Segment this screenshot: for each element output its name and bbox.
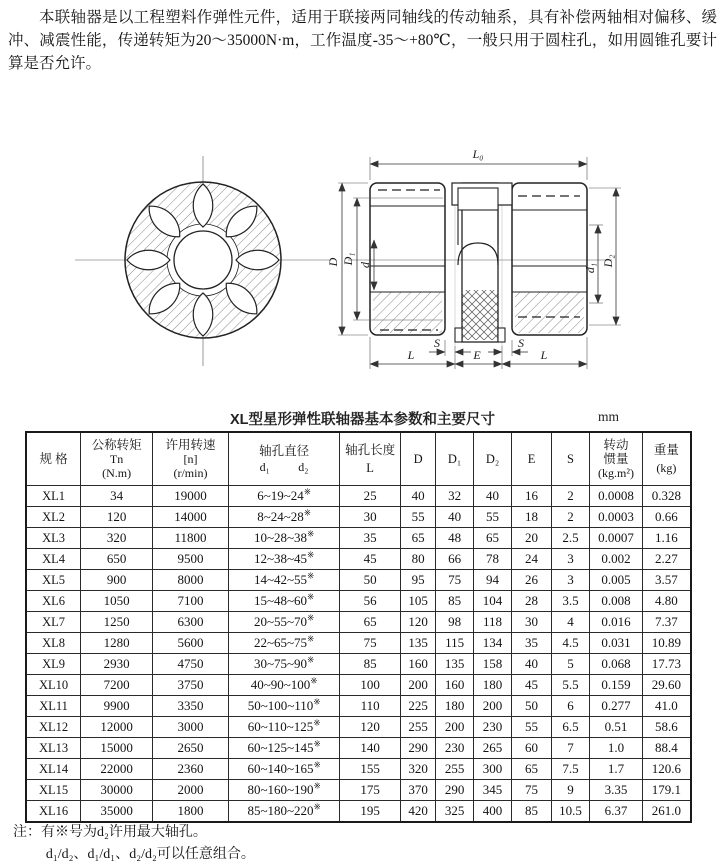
bore-max-mark: ※: [307, 570, 315, 581]
dim-label-S-left: S: [434, 336, 440, 350]
table-row: [26, 801, 691, 823]
table-cell: 104: [473, 591, 511, 612]
table-cell: 75: [512, 780, 551, 801]
table-cell: 120: [81, 507, 153, 528]
table-cell: XL15: [26, 780, 81, 801]
table-cell: 3000: [153, 717, 229, 738]
table-cell: 120: [340, 717, 401, 738]
dim-label-d1: d₁: [583, 262, 597, 274]
col-speed: [153, 432, 229, 486]
spec-table-header: [26, 432, 691, 486]
bore-max-mark: ※: [307, 633, 315, 644]
table-cell: 10~28~38※: [228, 528, 339, 549]
col-length: [340, 432, 401, 486]
spec-table-body: [26, 486, 691, 823]
table-cell: XL10: [26, 675, 81, 696]
table-cell: 40: [512, 654, 551, 675]
dim-label-L0: L₀: [472, 147, 484, 161]
table-cell: XL8: [26, 633, 81, 654]
table-cell: 6300: [153, 612, 229, 633]
table-cell: 18: [512, 507, 551, 528]
table-cell: 85: [436, 591, 473, 612]
front-view: [75, 156, 331, 366]
note-line-2: d₁/d₂、d₁/d₁、d₂/d₂可以任意组合。: [45, 846, 255, 862]
col-torque: [81, 432, 153, 486]
table-cell: 50~100~110※: [228, 696, 339, 717]
col-bore: [228, 432, 339, 486]
dim-label-d: d: [358, 262, 372, 268]
table-cell: 255: [436, 759, 473, 780]
col-torque-label: 公称转矩: [91, 438, 142, 452]
col-inertia-label2: 惯量: [603, 452, 629, 466]
table-cell: XL6: [26, 591, 81, 612]
col-D1-label: D₁: [447, 452, 462, 466]
table-cell: 2000: [153, 780, 229, 801]
table-cell: 22000: [81, 759, 153, 780]
table-cell: 320: [81, 528, 153, 549]
table-cell: 56: [340, 591, 401, 612]
dim-label-L-right: L: [540, 348, 548, 362]
table-cell: 0.031: [590, 633, 643, 654]
table-row: [26, 717, 691, 738]
table-cell: 35000: [81, 801, 153, 823]
table-cell: 80~160~190※: [228, 780, 339, 801]
table-cell: 55: [473, 507, 511, 528]
bore-max-mark: ※: [313, 759, 321, 770]
table-cell: 1800: [153, 801, 229, 823]
col-torque-unit: (N.m): [102, 466, 132, 480]
col-D1: [436, 432, 473, 486]
table-cell: 55: [400, 507, 435, 528]
note-line-1: 注：有※号为d₂许用最大轴孔。: [13, 825, 207, 840]
table-cell: 14~42~55※: [228, 570, 339, 591]
table-cell: 155: [340, 759, 401, 780]
table-cell: XL13: [26, 738, 81, 759]
table-row: [26, 612, 691, 633]
table-cell: 9500: [153, 549, 229, 570]
table-row: [26, 486, 691, 507]
table-cell: 30~75~90※: [228, 654, 339, 675]
table-cell: 65: [400, 528, 435, 549]
col-inertia-unit: (kg.m²): [598, 466, 634, 480]
table-cell: 80: [400, 549, 435, 570]
table-cell: 85: [512, 801, 551, 823]
table-cell: 50: [340, 570, 401, 591]
table-cell: 0.0008: [590, 486, 643, 507]
col-S-label: S: [567, 452, 574, 466]
table-cell: 0.068: [590, 654, 643, 675]
table-cell: 225: [400, 696, 435, 717]
col-D2: [473, 432, 511, 486]
table-cell: 65: [512, 759, 551, 780]
section-view: [348, 183, 612, 346]
table-cell: 345: [473, 780, 511, 801]
table-cell: 32: [436, 486, 473, 507]
table-cell: 98: [436, 612, 473, 633]
table-cell: 4.5: [551, 633, 589, 654]
bore-max-mark: ※: [307, 654, 315, 665]
table-cell: 290: [436, 780, 473, 801]
col-weight-unit: (kg): [656, 461, 677, 475]
table-cell: 30: [340, 507, 401, 528]
table-cell: 24: [512, 549, 551, 570]
table-row: [26, 549, 691, 570]
table-cell: 55: [512, 717, 551, 738]
col-bore-d2: d₂: [298, 460, 309, 474]
table-row: [26, 738, 691, 759]
table-cell: 0.002: [590, 549, 643, 570]
table-cell: 29.60: [642, 675, 691, 696]
bore-max-mark: ※: [313, 801, 321, 812]
table-cell: 8~24~28※: [228, 507, 339, 528]
table-cell: 60~140~165※: [228, 759, 339, 780]
table-cell: 300: [473, 759, 511, 780]
table-cell: 45: [340, 549, 401, 570]
table-cell: 230: [436, 738, 473, 759]
table-cell: 4: [551, 612, 589, 633]
table-cell: XL1: [26, 486, 81, 507]
table-row: [26, 759, 691, 780]
table-cell: 48: [436, 528, 473, 549]
table-cell: 40: [473, 486, 511, 507]
table-cell: XL12: [26, 717, 81, 738]
table-cell: 75: [340, 633, 401, 654]
table-cell: 75: [436, 570, 473, 591]
table-cell: 50: [512, 696, 551, 717]
table-cell: 2.5: [551, 528, 589, 549]
table-cell: 110: [340, 696, 401, 717]
table-cell: XL9: [26, 654, 81, 675]
table-cell: 900: [81, 570, 153, 591]
table-cell: 9: [551, 780, 589, 801]
table-cell: 2930: [81, 654, 153, 675]
table-cell: 4.80: [642, 591, 691, 612]
table-cell: 60: [512, 738, 551, 759]
table-cell: 2: [551, 486, 589, 507]
table-cell: 65: [340, 612, 401, 633]
table-cell: 420: [400, 801, 435, 823]
bore-circle: [174, 231, 232, 289]
bore-max-mark: ※: [307, 591, 315, 602]
table-cell: 370: [400, 780, 435, 801]
table-cell: 265: [473, 738, 511, 759]
col-length-symbol: L: [366, 461, 374, 475]
table-cell: 28: [512, 591, 551, 612]
table-cell: 7200: [81, 675, 153, 696]
col-weight: [642, 432, 691, 486]
table-cell: 17.73: [642, 654, 691, 675]
table-cell: 8000: [153, 570, 229, 591]
col-bore-label: 轴孔直径: [259, 444, 310, 458]
table-row: [26, 696, 691, 717]
table-cell: 160: [400, 654, 435, 675]
col-D: [400, 432, 435, 486]
table-cell: 30000: [81, 780, 153, 801]
table-cell: 2650: [153, 738, 229, 759]
table-cell: XL4: [26, 549, 81, 570]
table-cell: 20: [512, 528, 551, 549]
spec-table: [25, 431, 692, 823]
table-cell: 1250: [81, 612, 153, 633]
table-cell: 179.1: [642, 780, 691, 801]
col-D-label: D: [413, 452, 423, 466]
col-spec-label: 规 格: [39, 452, 68, 466]
table-cell: 200: [400, 675, 435, 696]
col-speed-label: 许用转速: [165, 438, 216, 452]
col-weight-label: 重量: [653, 443, 679, 457]
table-cell: 7.37: [642, 612, 691, 633]
table-cell: 7: [551, 738, 589, 759]
table-cell: 400: [473, 801, 511, 823]
table-cell: 7100: [153, 591, 229, 612]
table-cell: 180: [436, 696, 473, 717]
table-cell: 135: [436, 654, 473, 675]
table-cell: 40: [436, 507, 473, 528]
bore-max-mark: ※: [303, 507, 311, 518]
table-cell: 85~180~220※: [228, 801, 339, 823]
bore-max-mark: ※: [310, 675, 318, 686]
table-cell: 3.35: [590, 780, 643, 801]
table-cell: 1280: [81, 633, 153, 654]
table-cell: 6~19~24※: [228, 486, 339, 507]
table-cell: 65: [473, 528, 511, 549]
table-cell: 10.5: [551, 801, 589, 823]
table-cell: 261.0: [642, 801, 691, 823]
table-cell: 26: [512, 570, 551, 591]
table-cell: 12~38~45※: [228, 549, 339, 570]
table-cell: 95: [400, 570, 435, 591]
col-torque-symbol: Tn: [109, 452, 124, 466]
table-cell: 160: [436, 675, 473, 696]
table-row: [26, 675, 691, 696]
table-cell: 5: [551, 654, 589, 675]
col-speed-unit: (r/min): [173, 466, 208, 480]
table-cell: 9900: [81, 696, 153, 717]
bore-max-mark: ※: [307, 549, 315, 560]
table-cell: 58.6: [642, 717, 691, 738]
bore-max-mark: ※: [303, 486, 311, 497]
table-cell: XL3: [26, 528, 81, 549]
table-cell: 11800: [153, 528, 229, 549]
table-cell: 230: [473, 717, 511, 738]
table-cell: 6.5: [551, 717, 589, 738]
table-cell: 85: [340, 654, 401, 675]
table-cell: 94: [473, 570, 511, 591]
table-cell: 35: [512, 633, 551, 654]
dim-label-S-right: S: [518, 336, 524, 350]
table-cell: XL14: [26, 759, 81, 780]
table-cell: 3.5: [551, 591, 589, 612]
table-cell: 325: [436, 801, 473, 823]
dim-label-D: D: [326, 257, 340, 267]
notes: [13, 822, 255, 865]
table-cell: 105: [400, 591, 435, 612]
col-S: [551, 432, 589, 486]
table-cell: 0.008: [590, 591, 643, 612]
table-cell: 40: [400, 486, 435, 507]
bore-max-mark: ※: [307, 612, 315, 623]
intro-paragraph: 本联轴器是以工程塑料作弹性元件，适用于联接两同轴线的传动轴系，具有补偿两轴相对偏移、缓冲、减震性能，传递转矩为20～35000N·m，工作温度-35～+80℃，一般只用于圆柱孔，如用圆锥孔要计算是否允许。: [8, 9, 717, 72]
table-cell: 195: [340, 801, 401, 823]
table-cell: 66: [436, 549, 473, 570]
table-cell: 1.7: [590, 759, 643, 780]
bore-max-mark: ※: [313, 696, 321, 707]
table-cell: 3: [551, 570, 589, 591]
table-cell: XL11: [26, 696, 81, 717]
table-cell: 200: [473, 696, 511, 717]
table-cell: 3.57: [642, 570, 691, 591]
table-cell: 140: [340, 738, 401, 759]
table-cell: 15~48~60※: [228, 591, 339, 612]
table-cell: 6: [551, 696, 589, 717]
table-cell: 2360: [153, 759, 229, 780]
table-cell: 19000: [153, 486, 229, 507]
dim-label-D2: D₂: [601, 254, 615, 268]
col-speed-symbol: [n]: [183, 452, 198, 466]
technical-drawing: [0, 130, 725, 400]
bore-max-mark: ※: [313, 717, 321, 728]
table-cell: 200: [436, 717, 473, 738]
col-E: [512, 432, 551, 486]
bore-max-mark: ※: [313, 780, 321, 791]
table-cell: 2.27: [642, 549, 691, 570]
table-cell: 115: [436, 633, 473, 654]
dim-label-L-left: L: [407, 348, 415, 362]
table-cell: 5600: [153, 633, 229, 654]
table-row: [26, 633, 691, 654]
table-cell: 22~65~75※: [228, 633, 339, 654]
table-unit: mm: [598, 409, 620, 424]
table-cell: 45: [512, 675, 551, 696]
table-cell: 16: [512, 486, 551, 507]
table-row: [26, 570, 691, 591]
table-cell: 0.277: [590, 696, 643, 717]
table-cell: 7.5: [551, 759, 589, 780]
table-cell: 1.0: [590, 738, 643, 759]
col-bore-d1: d₁: [259, 460, 270, 474]
table-cell: 20~55~70※: [228, 612, 339, 633]
table-cell: 118: [473, 612, 511, 633]
col-inertia-label1: 转动: [603, 438, 629, 452]
table-cell: 0.005: [590, 570, 643, 591]
table-cell: 3750: [153, 675, 229, 696]
table-cell: 175: [340, 780, 401, 801]
col-length-label: 轴孔长度: [345, 443, 396, 457]
table-cell: 0.159: [590, 675, 643, 696]
table-cell: 5.5: [551, 675, 589, 696]
table-cell: 158: [473, 654, 511, 675]
table-cell: 35: [340, 528, 401, 549]
table-title: XL型星形弹性联轴器基本参数和主要尺寸: [229, 412, 496, 428]
table-cell: 10.89: [642, 633, 691, 654]
table-cell: 1.16: [642, 528, 691, 549]
table-cell: 60~125~145※: [228, 738, 339, 759]
col-inertia: [590, 432, 643, 486]
table-cell: 34: [81, 486, 153, 507]
table-cell: 0.66: [642, 507, 691, 528]
table-cell: 4750: [153, 654, 229, 675]
table-cell: 40~90~100※: [228, 675, 339, 696]
table-cell: 2: [551, 507, 589, 528]
table-row: [26, 654, 691, 675]
table-cell: XL2: [26, 507, 81, 528]
table-cell: 0.51: [590, 717, 643, 738]
table-cell: 0.016: [590, 612, 643, 633]
table-cell: XL7: [26, 612, 81, 633]
table-cell: 14000: [153, 507, 229, 528]
table-cell: XL16: [26, 801, 81, 823]
table-row: [26, 591, 691, 612]
col-spec: [26, 432, 81, 486]
table-cell: 290: [400, 738, 435, 759]
table-cell: 41.0: [642, 696, 691, 717]
table-cell: XL5: [26, 570, 81, 591]
table-row: [26, 528, 691, 549]
table-cell: 320: [400, 759, 435, 780]
table-cell: 12000: [81, 717, 153, 738]
table-cell: 1050: [81, 591, 153, 612]
table-cell: 25: [340, 486, 401, 507]
dim-label-E: E: [473, 348, 481, 362]
dim-label-D1: D₁: [341, 252, 355, 266]
table-cell: 30: [512, 612, 551, 633]
table-cell: 180: [473, 675, 511, 696]
table-cell: 0.0003: [590, 507, 643, 528]
table-cell: 120.6: [642, 759, 691, 780]
table-cell: 255: [400, 717, 435, 738]
bore-max-mark: ※: [313, 738, 321, 749]
table-cell: 134: [473, 633, 511, 654]
table-cell: 88.4: [642, 738, 691, 759]
table-row: [26, 780, 691, 801]
bore-max-mark: ※: [307, 528, 315, 539]
col-D2-label: D₂: [485, 452, 500, 466]
table-row: [26, 507, 691, 528]
table-cell: 0.0007: [590, 528, 643, 549]
table-cell: 3350: [153, 696, 229, 717]
table-title-row: [0, 408, 725, 428]
table-cell: 650: [81, 549, 153, 570]
table-cell: 100: [340, 675, 401, 696]
table-cell: 120: [400, 612, 435, 633]
table-cell: 15000: [81, 738, 153, 759]
table-cell: 0.328: [642, 486, 691, 507]
table-cell: 60~110~125※: [228, 717, 339, 738]
table-cell: 78: [473, 549, 511, 570]
table-cell: 6.37: [590, 801, 643, 823]
table-cell: 135: [400, 633, 435, 654]
table-cell: 3: [551, 549, 589, 570]
col-E-label: E: [527, 452, 536, 466]
